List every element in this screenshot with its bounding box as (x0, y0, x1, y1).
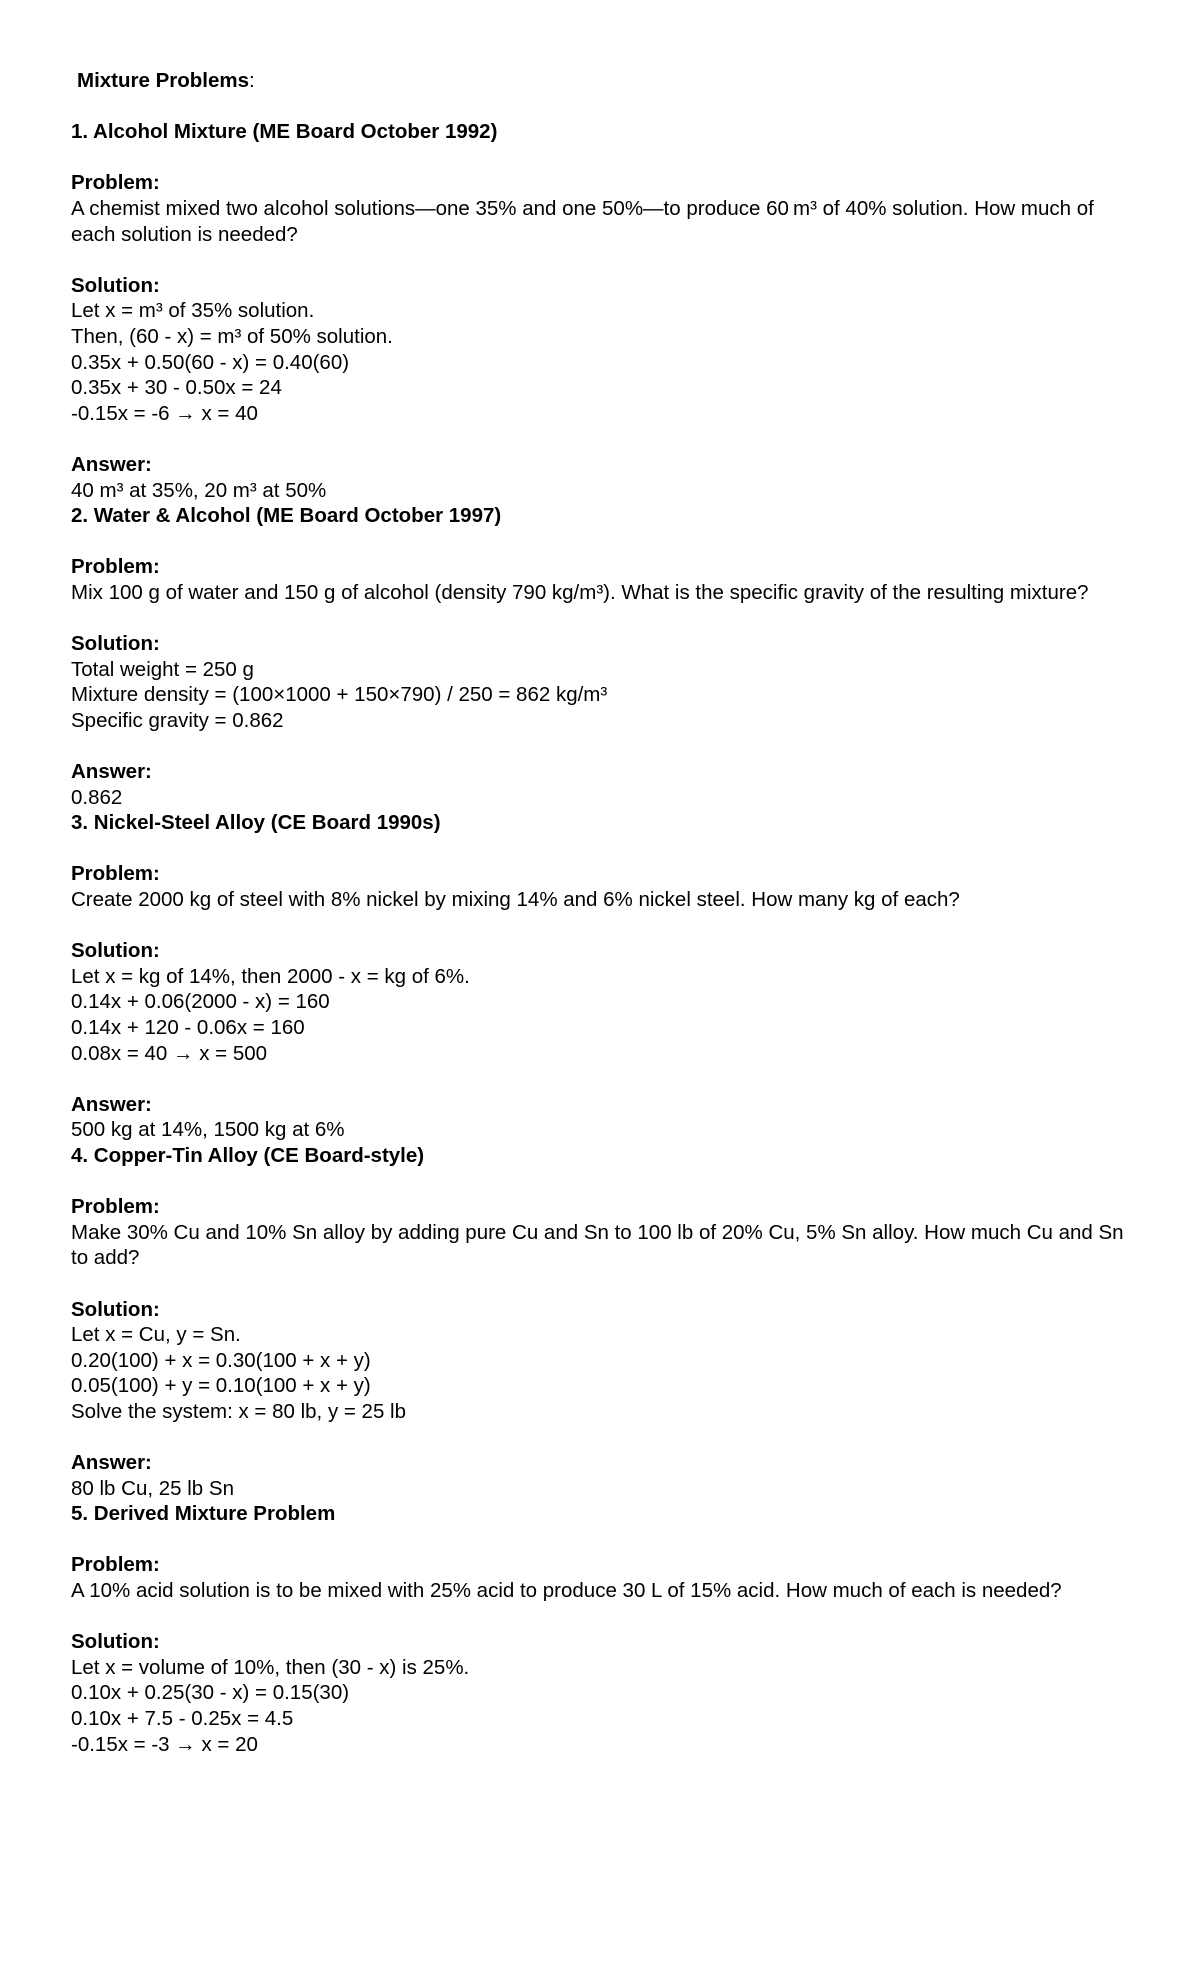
problem-block (71, 170, 1141, 247)
solution-block (71, 938, 1141, 1066)
solution-step: 0.10x + 0.25(30 - x) = 0.15(30) (71, 1681, 350, 1705)
problem-text: Make 30% Cu and 10% Sn alloy by adding pure Cu and Sn to 100 lb of 20% Cu, 5% Sn alloy. How much Cu and Sn to add? (71, 1220, 1124, 1270)
solution-step: Specific gravity = 0.862 (71, 708, 284, 732)
solution-step: Then, (60 - x) = m³ of 50% solution. (71, 324, 393, 348)
problem-label: Problem: (71, 862, 160, 886)
document-page (71, 68, 1141, 1757)
solution-step: Let x = kg of 14%, then 2000 - x = kg of 6%. (71, 964, 470, 988)
answer-text: 500 kg at 14%, 1500 kg at 6% (71, 1118, 345, 1142)
problem-text: A chemist mixed two alcohol solutions—one 35% and one 50%—to produce 60 m³ of 40% solution. How much of each solution is needed? (71, 196, 1094, 246)
problem-label: Problem: (71, 555, 160, 579)
solution-label: Solution: (71, 1630, 160, 1654)
solution-block (71, 631, 1141, 733)
answer-block (71, 1450, 1141, 1501)
problem-section (71, 810, 1141, 1143)
solution-step: -0.15x = -3 → x = 20 (71, 1732, 258, 1756)
solution-step: -0.15x = -6 → x = 40 (71, 401, 258, 425)
solution-step: Let x = volume of 10%, then (30 - x) is 25%. (71, 1655, 470, 1679)
section-heading: 4. Copper-Tin Alloy (CE Board-style) (71, 1143, 425, 1167)
answer-block (71, 1092, 1141, 1143)
problem-text: Mix 100 g of water and 150 g of alcohol (density 790 kg/m³). What is the specific gravity of the resulting mixture? (71, 580, 1089, 604)
solution-label: Solution: (71, 939, 160, 963)
solution-label: Solution: (71, 273, 160, 297)
section-heading: 5. Derived Mixture Problem (71, 1502, 336, 1526)
problem-section (71, 1143, 1141, 1501)
answer-text: 80 lb Cu, 25 lb Sn (71, 1476, 234, 1500)
problem-block (71, 1552, 1141, 1603)
solution-step: 0.14x + 0.06(2000 - x) = 160 (71, 990, 330, 1014)
answer-label: Answer: (71, 1092, 152, 1116)
answer-text: 40 m³ at 35%, 20 m³ at 50% (71, 478, 327, 502)
problem-block (71, 1194, 1141, 1271)
answer-block (71, 452, 1141, 503)
problem-section (71, 503, 1141, 810)
solution-step: 0.35x + 0.50(60 - x) = 0.40(60) (71, 350, 350, 374)
solution-step: Total weight = 250 g (71, 657, 254, 681)
problem-label: Problem: (71, 1195, 160, 1219)
section-heading: 1. Alcohol Mixture (ME Board October 1992) (71, 120, 498, 144)
solution-step: 0.14x + 120 - 0.06x = 160 (71, 1015, 305, 1039)
solution-step: 0.20(100) + x = 0.30(100 + x + y) (71, 1348, 371, 1372)
answer-label: Answer: (71, 760, 152, 784)
document-title: Mixture Problems: (77, 69, 255, 92)
section-heading: 2. Water & Alcohol (ME Board October 1997) (71, 504, 502, 528)
solution-label: Solution: (71, 1297, 160, 1321)
solution-block (71, 1297, 1141, 1425)
solution-step: Let x = m³ of 35% solution. (71, 299, 315, 323)
solution-step: Mixture density = (100×1000 + 150×790) / 250 = 862 kg/m³ (71, 683, 608, 707)
problem-section (71, 119, 1141, 503)
solution-step: 0.10x + 7.5 - 0.25x = 4.5 (71, 1707, 294, 1730)
problem-text: A 10% acid solution is to be mixed with 25% acid to produce 30 L of 15% acid. How much of each is needed? (71, 1579, 1062, 1603)
answer-text: 0.862 (71, 785, 123, 809)
solution-step: 0.35x + 30 - 0.50x = 24 (71, 376, 282, 400)
problem-block (71, 554, 1141, 605)
problem-label: Problem: (71, 1553, 160, 1577)
problem-section (71, 1501, 1141, 1757)
problem-label: Problem: (71, 171, 160, 195)
solution-label: Solution: (71, 632, 160, 656)
answer-block (71, 759, 1141, 810)
answer-label: Answer: (71, 452, 152, 476)
solution-step: 0.05(100) + y = 0.10(100 + x + y) (71, 1374, 371, 1398)
problem-text: Create 2000 kg of steel with 8% nickel by mixing 14% and 6% nickel steel. How many kg of each? (71, 888, 960, 911)
solution-step: Solve the system: x = 80 lb, y = 25 lb (71, 1399, 407, 1423)
section-heading: 3. Nickel-Steel Alloy (CE Board 1990s) (71, 811, 441, 835)
solution-step: 0.08x = 40 → x = 500 (71, 1041, 268, 1065)
answer-label: Answer: (71, 1451, 152, 1475)
solution-step: Let x = Cu, y = Sn. (71, 1323, 241, 1347)
solution-block (71, 1629, 1141, 1757)
problem-block (71, 861, 1141, 912)
sections-container (71, 119, 1141, 1757)
solution-block (71, 273, 1141, 427)
